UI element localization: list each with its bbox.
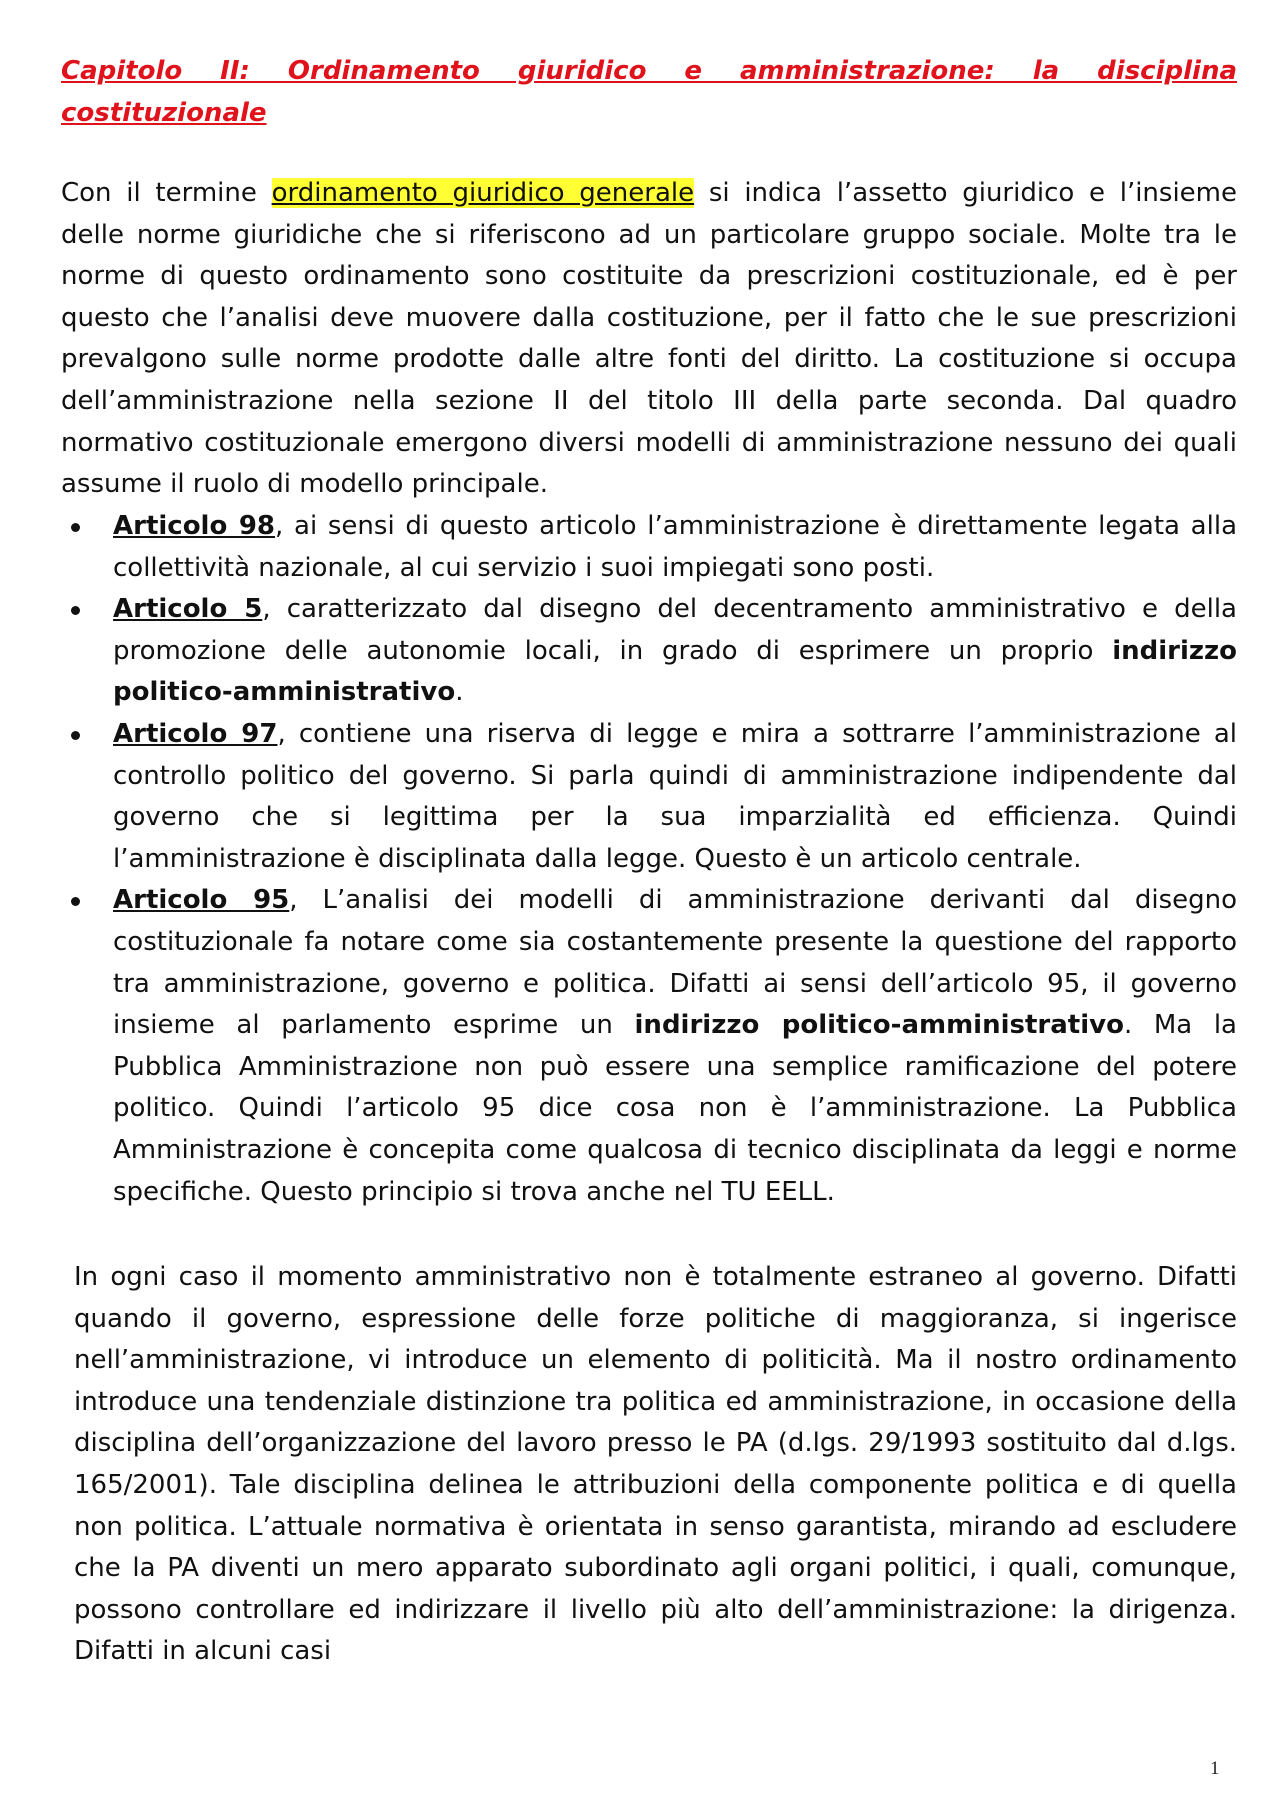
article-label: Articolo 95 — [113, 885, 290, 916]
list-item-articolo-98 — [61, 506, 1237, 589]
chapter-title: Capitolo II: Ordinamento giuridico e amministrazione: la disciplina costituzionale — [61, 56, 1237, 128]
bullet-icon — [71, 897, 80, 906]
article-label: Articolo 5 — [113, 594, 263, 625]
articles-list — [61, 506, 1237, 1213]
page-number: 1 — [1210, 1758, 1220, 1779]
highlighted-term: ordinamento giuridico generale — [271, 178, 695, 208]
article-text: , caratterizzato dal disegno del decentramento amministrativo e della promozione delle autonomie locali, in grado di esprimere un proprio — [113, 594, 1237, 666]
bullet-icon — [71, 523, 80, 532]
bold-term: indirizzo politico-amministrativo — [634, 1010, 1124, 1041]
article-label: Articolo 97 — [113, 718, 278, 749]
article-text: , L’analisi dei modelli di amministrazione derivanti dal disegno costituzionale fa notare come sia costantemente presente la questione del rapporto tra amministrazione, governo e politica. Difatti ai sensi dell’articolo 95, il governo insieme al parlamento esprime un — [113, 885, 1238, 1041]
intro-paragraph — [61, 173, 1237, 506]
bold-term: indirizzo politico-amministrativo — [113, 635, 1237, 708]
intro-text-end: si indica l’assetto giuridico e l’insieme delle norme giuridiche che si riferiscono ad un particolare gruppo sociale. Molte tra le norme di questo ordinamento sono costituite da prescrizioni costituzionale, ed è per questo che l’analisi deve muovere dalla costituzione, per il fatto che le sue prescrizioni prevalgono sulle norme prodotte dalle altre fonti del diritto. La costituzione si occupa dell’amministrazione nella sezione II del titolo III della parte seconda. Dal quadro normativo costituzionale emergono diversi modelli di amministrazione nessuno dei quali assume il ruolo di modello principale. — [61, 178, 1237, 500]
article-label: Articolo 98 — [113, 511, 276, 541]
intro-text-start: Con il termine — [61, 178, 272, 208]
bullet-icon — [71, 606, 80, 615]
bullet-icon — [71, 731, 80, 740]
list-item-articolo-5 — [61, 589, 1237, 714]
article-text-end: . Ma la Pubblica Amministrazione non può essere una semplice ramificazione del potere politico. Quindi l’articolo 95 dice cosa non è l’amministrazione. La Pubblica Amministrazione è concepita come qualcosa di tecnico disciplinata da leggi e norme specifiche. Questo principio si trova anche nel TU EELL. — [113, 1010, 1237, 1207]
article-text: , contiene una riserva di legge e mira a sottrarre l’amministrazione al controllo politico del governo. Si parla quindi di amministrazione indipendente dal governo che si legittima per la sua imparzialità ed efficienza. Quindi l’amministrazione è disciplinata dalla legge. Questo è un articolo centrale. — [113, 718, 1237, 874]
list-item-articolo-95 — [61, 880, 1237, 1213]
list-item-articolo-97 — [61, 714, 1237, 880]
closing-paragraph: In ogni caso il momento amministrativo non è totalmente estraneo al governo. Difatti quando il governo, espressione delle forze politiche di maggioranza, si ingerisce nell’amministrazione, vi introduce un elemento di politicità. Ma il nostro ordinamento introduce una tendenziale distinzione tra politica ed amministrazione, in occasione della disciplina dell’organizzazione del lavoro presso le PA (d.lgs. 29/1993 sostituito dal d.lgs. 165/2001). Tale disciplina delinea le attribuzioni della componente politica e di quella non politica. L’attuale normativa è orientata in senso garantista, mirando ad escludere che la PA diventi un mero apparato subordinato agli organi politici, i quali, comunque, possono controllare ed indirizzare il livello più alto dell’amministrazione: la dirigenza. Difatti in alcuni casi — [74, 1262, 1237, 1667]
article-text-end: . — [455, 677, 464, 708]
article-text: , ai sensi di questo articolo l’amministrazione è direttamente legata alla collettività nazionale, al cui servizio i suoi impiegati sono posti. — [113, 511, 1237, 583]
